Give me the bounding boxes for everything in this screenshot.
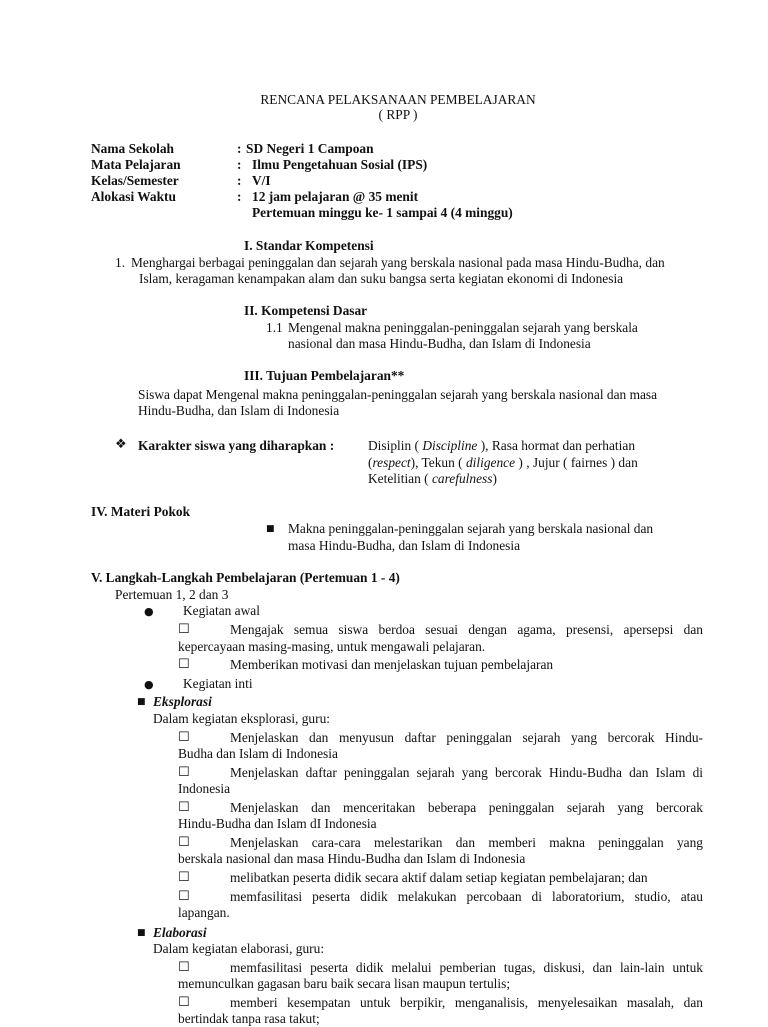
sk-text: Islam, keragaman kenampakan alam dan suku bangsa serta kegiatan ekonomi di Indonesia <box>139 271 624 286</box>
identity-sep: : <box>237 173 242 188</box>
bullet-icon: ● <box>144 605 154 618</box>
identity-sep: : <box>237 189 242 204</box>
identity-value-line2: Pertemuan minggu ke- 1 sampai 4 (4 minggu) <box>252 205 513 220</box>
identity-label: Mata Pelajaran <box>91 157 181 172</box>
identity-sep: : <box>237 157 242 172</box>
list-item-text: Menjelaskan cara-cara melestarikan dan memberi makna peninggalan yang <box>230 835 703 850</box>
tujuan-text: Siswa dapat Mengenal makna peninggalan-peninggalan sejarah yang berskala nasional dan masa <box>138 387 658 402</box>
list-item-text: Menjelaskan dan menyusun daftar peninggalan sejarah yang bercorak Hindu- <box>230 730 703 745</box>
materi-text: Makna peninggalan-peninggalan sejarah yang berskala nasional dan <box>288 521 654 536</box>
identity-value: 12 jam pelajaran @ 35 menit <box>252 189 419 204</box>
checkbox-icon: ☐ <box>178 835 190 850</box>
list-item-text: berskala nasional dan masa Hindu-Budha dan Islam di Indonesia <box>178 851 526 866</box>
identity-label: Kelas/Semester <box>91 173 179 188</box>
list-item-text: memunculkan gagasan baru baik secara lisan maupun tertulis; <box>178 976 511 991</box>
kd-text: nasional dan masa Hindu-Budha, dan Islam di Indonesia <box>288 336 591 351</box>
list-item-text: Menjelaskan daftar peninggalan sejarah yang bercorak Hindu-Budha dan Islam di <box>230 765 703 780</box>
document-subtitle: ( RPP ) <box>378 107 418 122</box>
list-item-text: Indonesia <box>178 781 231 796</box>
elaborasi-intro: Dalam kegiatan elaborasi, guru: <box>153 941 325 956</box>
square-bullet-icon: ■ <box>137 697 146 707</box>
eksplorasi-intro: Dalam kegiatan eksplorasi, guru: <box>153 711 331 726</box>
karakter-text: (respect), Tekun ( diligence ) , Jujur ( fairnes ) dan <box>368 455 638 470</box>
sk-number: 1. <box>115 255 126 270</box>
karakter-text: Disiplin ( Discipline ), Rasa hormat dan perhatian <box>368 438 636 453</box>
checkbox-icon: ☐ <box>178 730 190 745</box>
list-item-text: Budha dan Islam di Indonesia <box>178 746 338 761</box>
bullet-icon: ● <box>144 678 154 691</box>
checkbox-icon: ☐ <box>178 622 190 637</box>
list-item-text: Menjelaskan dan menceritakan beberapa peninggalan sejarah yang bercorak <box>230 800 703 815</box>
eksplorasi-label: Eksplorasi <box>153 694 212 709</box>
kegiatan-inti-label: Kegiatan inti <box>183 676 253 691</box>
identity-value: V/I <box>252 173 271 188</box>
list-item-text: Hindu-Budha dan Islam dI Indonesia <box>178 816 377 831</box>
checkbox-icon: ☐ <box>178 870 190 885</box>
square-bullet-icon: ■ <box>137 928 146 938</box>
list-item-text: Memberikan motivasi dan menjelaskan tujuan pembelajaran <box>230 657 554 672</box>
tujuan-text: Hindu-Budha, dan Islam di Indonesia <box>138 403 340 418</box>
list-item-text: memfasilitasi peserta didik melalui pemberian tugas, diskusi, dan lain-lain untuk <box>230 960 703 975</box>
list-item-text: bertindak tanpa rasa takut; <box>178 1011 320 1026</box>
karakter-text: Ketelitian ( carefulness) <box>368 471 497 486</box>
sk-heading: I. Standar Kompetensi <box>244 238 374 253</box>
kegiatan-awal-label: Kegiatan awal <box>183 603 260 618</box>
list-item-text: lapangan. <box>178 905 230 920</box>
square-bullet-icon: ■ <box>266 524 275 534</box>
materi-text: masa Hindu-Budha, dan Islam di Indonesia <box>288 538 521 553</box>
diamond-bullet-icon: ❖ <box>115 437 127 452</box>
kd-heading: II. Kompetensi Dasar <box>244 303 368 318</box>
checkbox-icon: ☐ <box>178 889 190 904</box>
elaborasi-label: Elaborasi <box>153 925 207 940</box>
list-item-text: Mengajak semua siswa berdoa sesuai dengan agama, presensi, apersepsi dan <box>230 622 703 637</box>
identity-label: Nama Sekolah <box>91 141 174 156</box>
identity-sep: : <box>237 141 242 156</box>
tujuan-heading: III. Tujuan Pembelajaran** <box>244 368 405 383</box>
identity-label: Alokasi Waktu <box>91 189 176 204</box>
karakter-label: Karakter siswa yang diharapkan : <box>138 438 335 453</box>
kd-number: 1.1 <box>266 320 283 335</box>
list-item-text: memberi kesempatan untuk berpikir, menganalisis, menyelesaikan masalah, dan <box>230 995 703 1010</box>
identity-value: Ilmu Pengetahuan Sosial (IPS) <box>252 157 428 172</box>
identity-value: SD Negeri 1 Campoan <box>246 141 374 156</box>
pertemuan-label: Pertemuan 1, 2 dan 3 <box>115 587 229 602</box>
checkbox-icon: ☐ <box>178 657 190 672</box>
checkbox-icon: ☐ <box>178 960 190 975</box>
list-item-text: melibatkan peserta didik secara aktif dalam setiap kegiatan pembelajaran; dan <box>230 870 648 885</box>
materi-heading: IV. Materi Pokok <box>91 504 191 519</box>
checkbox-icon: ☐ <box>178 995 190 1010</box>
checkbox-icon: ☐ <box>178 765 190 780</box>
checkbox-icon: ☐ <box>178 800 190 815</box>
kd-text: Mengenal makna peninggalan-peninggalan sejarah yang berskala <box>288 320 638 335</box>
sk-text: Menghargai berbagai peninggalan dan sejarah yang berskala nasional pada masa Hindu-Budha, dan <box>131 255 665 270</box>
list-item-text: memfasilitasi peserta didik melakukan percobaan di laboratorium, studio, atau <box>230 889 703 904</box>
list-item-text: kepercayaan masing-masing, untuk mengawali pelajaran. <box>178 639 486 654</box>
langkah-heading: V. Langkah-Langkah Pembelajaran (Pertemuan 1 - 4) <box>91 570 400 585</box>
document-title: RENCANA PELAKSANAAN PEMBELAJARAN <box>260 92 536 107</box>
